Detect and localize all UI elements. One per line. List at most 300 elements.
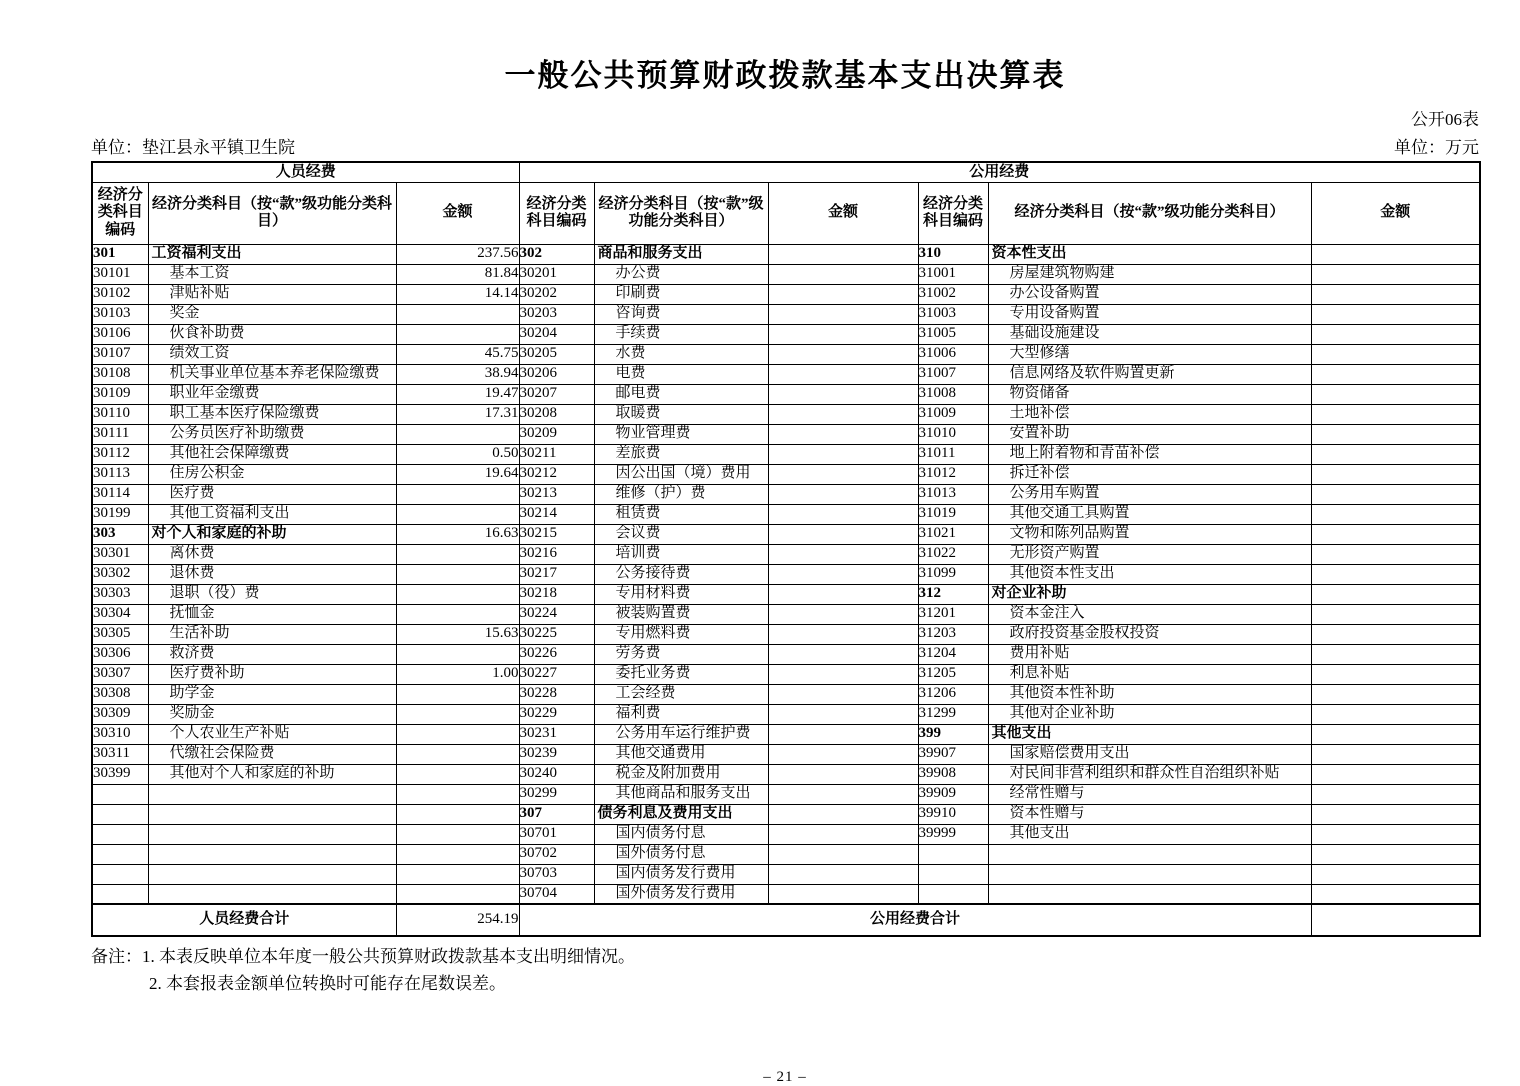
- table-row: [92, 544, 1480, 564]
- cell-code: 30107: [92, 344, 148, 364]
- cell-subject: 大型修缮: [988, 344, 1311, 364]
- cell-subject: 资本金注入: [988, 604, 1311, 624]
- cell-code: 30109: [92, 384, 148, 404]
- cell-code: 30701: [519, 824, 594, 844]
- cell-amount: [1311, 744, 1480, 764]
- cell-code: 30227: [519, 664, 594, 684]
- cell-amount: 81.84: [396, 264, 519, 284]
- cell-subject: 因公出国（境）费用: [594, 464, 768, 484]
- cell-amount: [768, 484, 918, 504]
- cell-code: 31201: [918, 604, 988, 624]
- cell-subject: 其他工资福利支出: [148, 504, 396, 524]
- table-row: [92, 564, 1480, 584]
- section-header-row: [92, 162, 1480, 182]
- cell-subject: 国内债务付息: [594, 824, 768, 844]
- cell-code: 31299: [918, 704, 988, 724]
- cell-amount: [768, 664, 918, 684]
- totals-row: [92, 904, 1480, 936]
- cell-amount: [768, 384, 918, 404]
- table-row: [92, 244, 1480, 264]
- cell-subject: 国内债务发行费用: [594, 864, 768, 884]
- cell-amount: [396, 564, 519, 584]
- cell-subject: 退职（役）费: [148, 584, 396, 604]
- cell-subject: 其他对个人和家庭的补助: [148, 764, 396, 784]
- table-row: [92, 584, 1480, 604]
- table-row: [92, 644, 1480, 664]
- page-number: – 21 –: [763, 1069, 807, 1085]
- cell-amount: [1311, 724, 1480, 744]
- col-header-code-3: 经济分类科目编码: [918, 182, 988, 244]
- table-row: [92, 624, 1480, 644]
- cell-code: 30110: [92, 404, 148, 424]
- cell-amount: [396, 784, 519, 804]
- cell-code: 39907: [918, 744, 988, 764]
- cell-subject: 手续费: [594, 324, 768, 344]
- cell-subject: 职业年金缴费: [148, 384, 396, 404]
- cell-amount: [1311, 564, 1480, 584]
- cell-amount: [1311, 824, 1480, 844]
- col-header-subject-2: 经济分类科目（按“款”级功能分类科目）: [594, 182, 768, 244]
- cell-amount: [768, 704, 918, 724]
- cell-amount: [396, 424, 519, 444]
- cell-subject: 咨询费: [594, 304, 768, 324]
- cell-code: 30106: [92, 324, 148, 344]
- cell-amount: [768, 264, 918, 284]
- col-header-amount-2: 金额: [768, 182, 918, 244]
- cell-subject: 委托业务费: [594, 664, 768, 684]
- cell-amount: [396, 824, 519, 844]
- cell-subject: 培训费: [594, 544, 768, 564]
- cell-subject: 资本性支出: [988, 244, 1311, 264]
- cell-amount: 38.94: [396, 364, 519, 384]
- cell-subject: 伙食补助费: [148, 324, 396, 344]
- cell-amount: [396, 744, 519, 764]
- cell-subject: 其他社会保障缴费: [148, 444, 396, 464]
- cell-amount: [768, 644, 918, 664]
- cell-subject: [148, 804, 396, 824]
- cell-amount: [768, 464, 918, 484]
- cell-subject: 其他对企业补助: [988, 704, 1311, 724]
- cell-subject: 文物和陈列品购置: [988, 524, 1311, 544]
- table-row: [92, 824, 1480, 844]
- cell-code: 39909: [918, 784, 988, 804]
- cell-amount: [396, 584, 519, 604]
- table-row: [92, 344, 1480, 364]
- cell-amount: 0.50: [396, 444, 519, 464]
- cell-subject: 福利费: [594, 704, 768, 724]
- cell-code: 307: [519, 804, 594, 824]
- cell-subject: 机关事业单位基本养老保险缴费: [148, 364, 396, 384]
- cell-code: 30114: [92, 484, 148, 504]
- cell-amount: [396, 484, 519, 504]
- cell-amount: [768, 864, 918, 884]
- cell-amount: [1311, 704, 1480, 724]
- cell-amount: [768, 544, 918, 564]
- personnel-total-label: 人员经费合计: [92, 904, 396, 936]
- cell-code: 30112: [92, 444, 148, 464]
- cell-subject: 工会经费: [594, 684, 768, 704]
- cell-amount: [768, 884, 918, 904]
- cell-amount: [396, 884, 519, 904]
- cell-subject: 印刷费: [594, 284, 768, 304]
- cell-code: [92, 864, 148, 884]
- cell-amount: [1311, 764, 1480, 784]
- table-row: [92, 864, 1480, 884]
- cell-subject: 其他支出: [988, 824, 1311, 844]
- cell-code: 31099: [918, 564, 988, 584]
- cell-code: 31007: [918, 364, 988, 384]
- cell-code: 30216: [519, 544, 594, 564]
- cell-code: 31019: [918, 504, 988, 524]
- table-row: [92, 524, 1480, 544]
- cell-amount: [1311, 504, 1480, 524]
- cell-amount: [1311, 524, 1480, 544]
- sheet: [91, 0, 1479, 1086]
- cell-amount: [768, 764, 918, 784]
- col-header-subject-3: 经济分类科目（按“款”级功能分类科目）: [988, 182, 1311, 244]
- section-header-public: 公用经费: [519, 162, 1480, 182]
- cell-amount: 45.75: [396, 344, 519, 364]
- cell-subject: 物资储备: [988, 384, 1311, 404]
- cell-amount: [396, 684, 519, 704]
- col-header-code-2: 经济分类科目编码: [519, 182, 594, 244]
- cell-subject: 助学金: [148, 684, 396, 704]
- cell-amount: [768, 784, 918, 804]
- cell-subject: 抚恤金: [148, 604, 396, 624]
- unit-row: [91, 133, 1479, 158]
- cell-subject: 办公费: [594, 264, 768, 284]
- table-row: [92, 724, 1480, 744]
- cell-code: 31011: [918, 444, 988, 464]
- cell-code: [92, 784, 148, 804]
- cell-code: 31021: [918, 524, 988, 544]
- cell-amount: [1311, 584, 1480, 604]
- cell-code: 301: [92, 244, 148, 264]
- cell-amount: 14.14: [396, 284, 519, 304]
- cell-subject: 安置补助: [988, 424, 1311, 444]
- cell-subject: 生活补助: [148, 624, 396, 644]
- cell-amount: [768, 624, 918, 644]
- cell-code: 30209: [519, 424, 594, 444]
- cell-subject: [988, 884, 1311, 904]
- cell-code: 30301: [92, 544, 148, 564]
- cell-amount: [768, 404, 918, 424]
- cell-code: 30239: [519, 744, 594, 764]
- cell-code: 30213: [519, 484, 594, 504]
- cell-amount: [768, 604, 918, 624]
- cell-amount: [1311, 784, 1480, 804]
- cell-amount: [396, 804, 519, 824]
- cell-amount: [1311, 484, 1480, 504]
- cell-amount: 16.63: [396, 524, 519, 544]
- cell-amount: [396, 724, 519, 744]
- cell-code: 30702: [519, 844, 594, 864]
- note-text-2: 2. 本套报表金额单位转换时可能存在尾数误差。: [149, 974, 506, 993]
- cell-subject: 信息网络及软件购置更新: [988, 364, 1311, 384]
- table-row: [92, 464, 1480, 484]
- table-row: [92, 684, 1480, 704]
- cell-code: 30231: [519, 724, 594, 744]
- col-header-subject-1: 经济分类科目（按“款”级功能分类科目）: [148, 182, 396, 244]
- cell-amount: [1311, 444, 1480, 464]
- cell-subject: 公务员医疗补助缴费: [148, 424, 396, 444]
- cell-code: 31204: [918, 644, 988, 664]
- cell-amount: [768, 324, 918, 344]
- cell-subject: 医疗费补助: [148, 664, 396, 684]
- cell-code: 31002: [918, 284, 988, 304]
- cell-subject: 经常性赠与: [988, 784, 1311, 804]
- note-line-2: [91, 970, 1479, 997]
- cell-code: 30211: [519, 444, 594, 464]
- cell-code: 30229: [519, 704, 594, 724]
- note-text-1: 1. 本表反映单位本年度一般公共预算财政拨款基本支出明细情况。: [142, 947, 635, 966]
- cell-amount: [396, 644, 519, 664]
- cell-amount: [768, 844, 918, 864]
- cell-subject: 办公设备购置: [988, 284, 1311, 304]
- cell-code: 30218: [519, 584, 594, 604]
- cell-code: 30228: [519, 684, 594, 704]
- cell-subject: 公务用车购置: [988, 484, 1311, 504]
- cell-amount: [396, 544, 519, 564]
- cell-amount: [1311, 884, 1480, 904]
- cell-subject: 专用设备购置: [988, 304, 1311, 324]
- unit-name-label: 单位：垫江县永平镇卫生院: [91, 138, 295, 157]
- cell-subject: 工资福利支出: [148, 244, 396, 264]
- cell-subject: 其他支出: [988, 724, 1311, 744]
- cell-subject: 其他交通工具购置: [988, 504, 1311, 524]
- table-row: [92, 504, 1480, 524]
- cell-subject: 专用燃料费: [594, 624, 768, 644]
- cell-amount: [396, 604, 519, 624]
- col-header-amount-3: 金额: [1311, 182, 1480, 244]
- cell-code: [92, 884, 148, 904]
- section-header-personnel: 人员经费: [92, 162, 519, 182]
- cell-subject: 国家赔偿费用支出: [988, 744, 1311, 764]
- table-row: [92, 744, 1480, 764]
- cell-code: 30215: [519, 524, 594, 544]
- cell-subject: 物业管理费: [594, 424, 768, 444]
- cell-amount: [768, 244, 918, 264]
- cell-subject: 其他交通费用: [594, 744, 768, 764]
- cell-amount: [1311, 644, 1480, 664]
- cell-amount: [768, 364, 918, 384]
- table-row: [92, 664, 1480, 684]
- cell-amount: [768, 444, 918, 464]
- cell-amount: [1311, 464, 1480, 484]
- cell-code: 30113: [92, 464, 148, 484]
- unit-money-label: 单位：万元: [1394, 138, 1479, 157]
- cell-subject: 退休费: [148, 564, 396, 584]
- cell-code: 30202: [519, 284, 594, 304]
- cell-code: 30299: [519, 784, 594, 804]
- table-row: [92, 324, 1480, 344]
- public-total-label: 公用经费合计: [519, 904, 1311, 936]
- cell-amount: [1311, 544, 1480, 564]
- cell-subject: 对个人和家庭的补助: [148, 524, 396, 544]
- table-row: [92, 444, 1480, 464]
- cell-amount: [396, 504, 519, 524]
- cell-code: 31013: [918, 484, 988, 504]
- cell-amount: [1311, 384, 1480, 404]
- cell-subject: 政府投资基金股权投资: [988, 624, 1311, 644]
- cell-subject: 对民间非营利组织和群众性自治组织补贴: [988, 764, 1311, 784]
- cell-code: 30111: [92, 424, 148, 444]
- cell-code: 30208: [519, 404, 594, 424]
- cell-code: 39910: [918, 804, 988, 824]
- cell-code: 30302: [92, 564, 148, 584]
- cell-subject: 维修（护）费: [594, 484, 768, 504]
- cell-amount: [396, 324, 519, 344]
- table-row: [92, 384, 1480, 404]
- table-row: [92, 284, 1480, 304]
- cell-subject: 专用材料费: [594, 584, 768, 604]
- table-row: [92, 764, 1480, 784]
- cell-subject: [148, 784, 396, 804]
- cell-code: 30224: [519, 604, 594, 624]
- cell-subject: [988, 844, 1311, 864]
- table-row: [92, 704, 1480, 724]
- cell-amount: [396, 844, 519, 864]
- cell-amount: [768, 344, 918, 364]
- cell-amount: [768, 524, 918, 544]
- cell-code: 30205: [519, 344, 594, 364]
- cell-code: 30304: [92, 604, 148, 624]
- cell-amount: [1311, 664, 1480, 684]
- cell-subject: [148, 824, 396, 844]
- cell-subject: 国外债务发行费用: [594, 884, 768, 904]
- cell-amount: [768, 804, 918, 824]
- cell-code: 31012: [918, 464, 988, 484]
- cell-amount: [768, 504, 918, 524]
- cell-subject: 离休费: [148, 544, 396, 564]
- cell-amount: [768, 304, 918, 324]
- note-line-1: [91, 943, 1479, 970]
- cell-code: 31022: [918, 544, 988, 564]
- cell-code: 30199: [92, 504, 148, 524]
- cell-code: 30203: [519, 304, 594, 324]
- table-row: [92, 264, 1480, 284]
- cell-subject: 邮电费: [594, 384, 768, 404]
- cell-amount: 19.47: [396, 384, 519, 404]
- cell-code: 30103: [92, 304, 148, 324]
- cell-amount: [768, 824, 918, 844]
- cell-code: 31001: [918, 264, 988, 284]
- cell-amount: [1311, 804, 1480, 824]
- cell-subject: 住房公积金: [148, 464, 396, 484]
- cell-code: 31010: [918, 424, 988, 444]
- cell-code: 302: [519, 244, 594, 264]
- cell-code: 30204: [519, 324, 594, 344]
- cell-subject: [148, 884, 396, 904]
- cell-subject: 对企业补助: [988, 584, 1311, 604]
- cell-subject: 拆迁补偿: [988, 464, 1311, 484]
- cell-code: 30217: [519, 564, 594, 584]
- table-row: [92, 784, 1480, 804]
- cell-code: 30212: [519, 464, 594, 484]
- cell-subject: 津贴补贴: [148, 284, 396, 304]
- personnel-total-amount: 254.19: [396, 904, 519, 936]
- cell-code: [918, 884, 988, 904]
- cell-subject: [148, 844, 396, 864]
- cell-code: 30226: [519, 644, 594, 664]
- table-row: [92, 844, 1480, 864]
- cell-amount: [1311, 284, 1480, 304]
- cell-code: 31205: [918, 664, 988, 684]
- cell-amount: [1311, 244, 1480, 264]
- cell-subject: 利息补贴: [988, 664, 1311, 684]
- public-total-amount: [1311, 904, 1480, 936]
- form-number-label: 公开06表: [1411, 110, 1479, 129]
- cell-subject: 奖励金: [148, 704, 396, 724]
- cell-amount: [396, 864, 519, 884]
- cell-code: 30307: [92, 664, 148, 684]
- cell-code: [92, 844, 148, 864]
- table-row: [92, 424, 1480, 444]
- cell-amount: [1311, 364, 1480, 384]
- cell-amount: [768, 284, 918, 304]
- cell-subject: 无形资产购置: [988, 544, 1311, 564]
- cell-code: 30399: [92, 764, 148, 784]
- cell-code: 30310: [92, 724, 148, 744]
- cell-amount: [1311, 424, 1480, 444]
- cell-subject: 奖金: [148, 304, 396, 324]
- cell-subject: 公务用车运行维护费: [594, 724, 768, 744]
- cell-subject: 被装购置费: [594, 604, 768, 624]
- notes: [91, 943, 1479, 997]
- table-row: [92, 604, 1480, 624]
- cell-subject: 房屋建筑物购建: [988, 264, 1311, 284]
- table-row: [92, 404, 1480, 424]
- cell-amount: [1311, 624, 1480, 644]
- cell-code: 30102: [92, 284, 148, 304]
- cell-amount: [768, 744, 918, 764]
- cell-code: 31006: [918, 344, 988, 364]
- cell-subject: 土地补偿: [988, 404, 1311, 424]
- cell-code: 31005: [918, 324, 988, 344]
- cell-subject: 个人农业生产补贴: [148, 724, 396, 744]
- cell-code: 30207: [519, 384, 594, 404]
- cell-subject: 会议费: [594, 524, 768, 544]
- cell-amount: [1311, 304, 1480, 324]
- cell-code: 30308: [92, 684, 148, 704]
- cell-amount: [768, 564, 918, 584]
- notes-prefix: 备注：: [91, 947, 142, 966]
- cell-code: 30214: [519, 504, 594, 524]
- cell-subject: 绩效工资: [148, 344, 396, 364]
- cell-subject: 基础设施建设: [988, 324, 1311, 344]
- cell-code: [92, 824, 148, 844]
- cell-code: 30309: [92, 704, 148, 724]
- cell-subject: [148, 864, 396, 884]
- cell-subject: 债务利息及费用支出: [594, 804, 768, 824]
- cell-amount: [768, 724, 918, 744]
- cell-code: 30306: [92, 644, 148, 664]
- cell-code: 399: [918, 724, 988, 744]
- cell-amount: [768, 424, 918, 444]
- cell-amount: 15.63: [396, 624, 519, 644]
- cell-code: 312: [918, 584, 988, 604]
- cell-amount: [1311, 344, 1480, 364]
- cell-code: 30703: [519, 864, 594, 884]
- cell-code: 30303: [92, 584, 148, 604]
- cell-code: 31206: [918, 684, 988, 704]
- cell-amount: 17.31: [396, 404, 519, 424]
- table-row: [92, 804, 1480, 824]
- cell-subject: 国外债务付息: [594, 844, 768, 864]
- cell-code: 303: [92, 524, 148, 544]
- cell-amount: [396, 704, 519, 724]
- col-header-amount-1: 金额: [396, 182, 519, 244]
